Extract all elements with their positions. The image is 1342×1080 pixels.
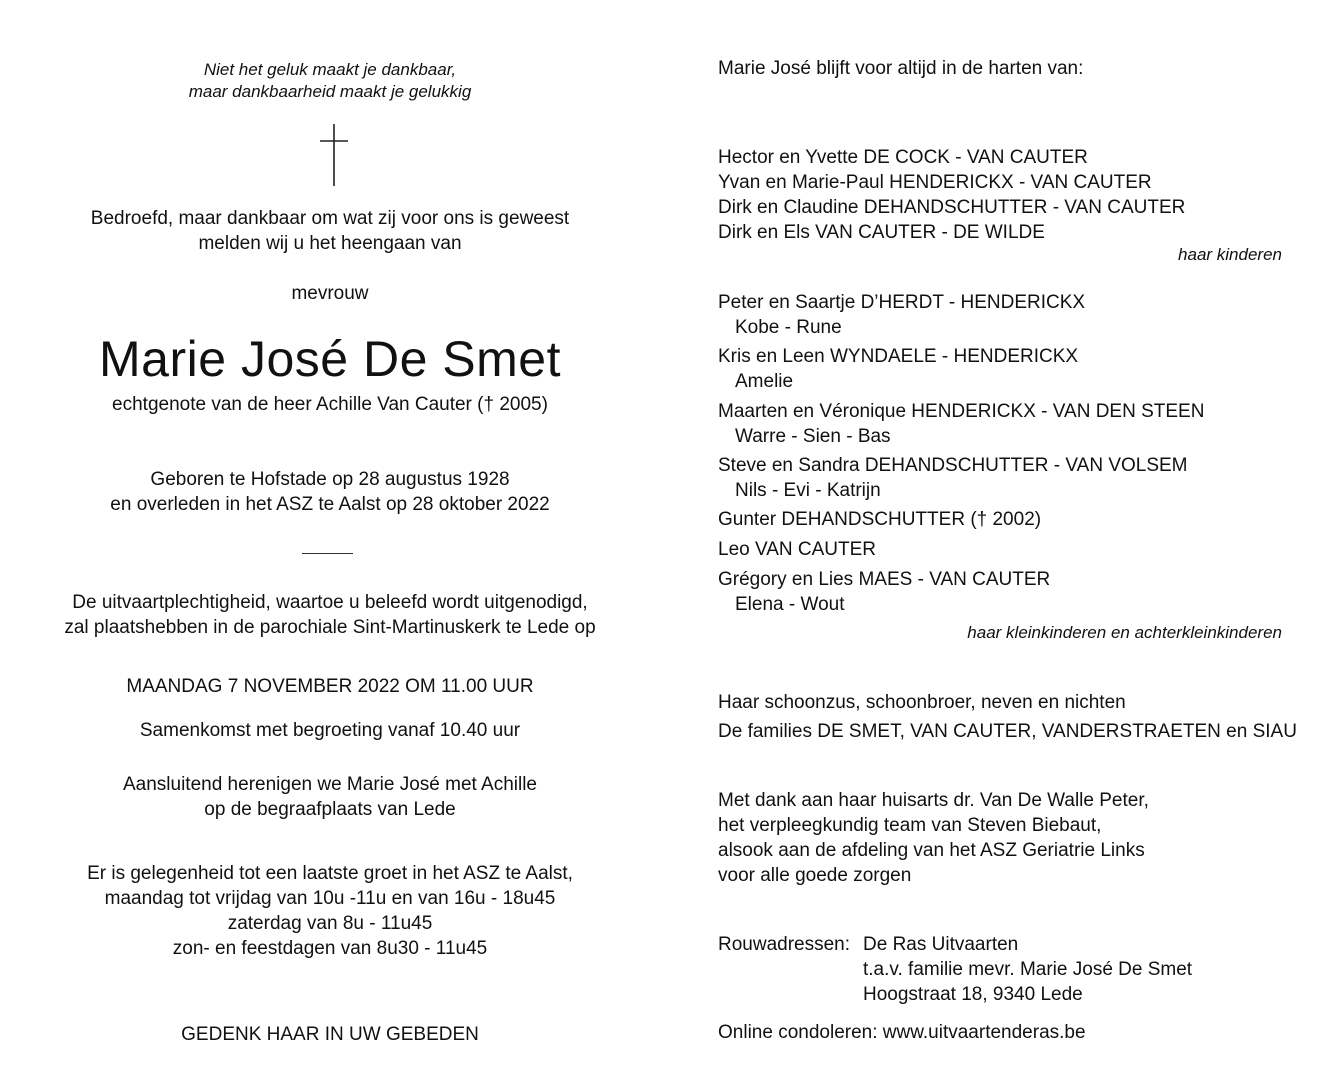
list-item: Elena - Wout — [735, 594, 845, 615]
intro: Marie José blijft voor altijd in de harten van: — [718, 58, 1084, 79]
list-item: Dirk en Els VAN CAUTER - DE WILDE — [718, 222, 1045, 243]
grandchildren-group — [718, 453, 1188, 503]
spouse-line: echtgenote van de heer Achille Van Cauter († 2005) — [112, 394, 548, 415]
closing-line: GEDENK HAAR IN UW GEBEDEN — [181, 1024, 479, 1045]
announcement: Bedroefd, maar dankbaar om wat zij voor ons is geweest melden wij u het heengaan van — [90, 208, 570, 254]
list-item: Kobe - Rune — [735, 317, 842, 338]
grandchildren-group — [718, 290, 1085, 340]
relatives: Haar schoonzus, schoonbroer, neven en nichten — [718, 692, 1126, 713]
ceremony: De uitvaartplechtigheid, waartoe u beleefd wordt uitgenodigd, zal plaatshebben in de parochiale Sint-Martinuskerk te Lede op — [64, 592, 596, 638]
list-item: Maarten en Véronique HENDERICKX - VAN DEN STEEN — [718, 401, 1205, 422]
online-condolence[interactable]: Online condoleren: www.uitvaartenderas.be — [718, 1022, 1086, 1043]
divider — [302, 553, 353, 554]
families: De families DE SMET, VAN CAUTER, VANDERSTRAETEN en SIAU — [718, 721, 1297, 742]
grandchildren-group — [718, 399, 1204, 449]
list-item: Amelie — [735, 371, 794, 392]
honorific: mevrouw — [291, 283, 369, 304]
left-column — [0, 0, 660, 1080]
children-list — [718, 145, 1185, 245]
visiting-hours: Er is gelegenheid tot een laatste groet in het ASZ te Aalst, maandag tot vrijdag van 10u -11u en van 16u - 18u45 zaterdag van 8u - 11u45 zon- en feestdagen van 8u30 - 11u45 — [87, 863, 573, 959]
grandchildren-group — [718, 344, 1078, 394]
list-item: Grégory en Lies MAES - VAN CAUTER — [718, 569, 1051, 590]
list-item: Yvan en Marie-Paul HENDERICKX - VAN CAUTER — [718, 172, 1152, 193]
list-item: Leo VAN CAUTER — [718, 539, 877, 560]
children-label: haar kinderen — [1178, 245, 1282, 264]
list-item: Warre - Sien - Bas — [735, 426, 891, 447]
list-item: Gunter DEHANDSCHUTTER († 2002) — [718, 509, 1042, 530]
list-item: Hector en Yvette DE COCK - VAN CAUTER — [718, 147, 1088, 168]
ceremony-date-time: MAANDAG 7 NOVEMBER 2022 OM 11.00 UUR — [126, 676, 534, 697]
mourning-address — [718, 932, 1318, 1012]
list-item: Steve en Sandra DEHANDSCHUTTER - VAN VOLSEM — [718, 455, 1188, 476]
right-column — [718, 0, 1318, 1080]
deceased-name: Marie José De Smet — [99, 331, 561, 387]
address-label: Rouwadressen: — [718, 934, 851, 955]
list-item: Kris en Leen WYNDAELE - HENDERICKX — [718, 346, 1079, 367]
list-item: Nils - Evi - Katrijn — [735, 480, 881, 501]
list-item: Dirk en Claudine DEHANDSCHUTTER - VAN CAUTER — [718, 197, 1186, 218]
quote: Niet het geluk maakt je dankbaar, maar dankbaarheid maakt je gelukkig — [188, 60, 472, 101]
grandchildren-label: haar kleinkinderen en achterkleinkinderen — [967, 623, 1282, 642]
gathering: Samenkomst met begroeting vanaf 10.40 uur — [139, 720, 521, 741]
list-item: Peter en Saartje D’HERDT - HENDERICKX — [718, 292, 1086, 313]
birth-death: Geboren te Hofstade op 28 augustus 1928 en overleden in het ASZ te Aalst op 28 oktober 2022 — [110, 469, 550, 515]
burial: Aansluitend herenigen we Marie José met Achille op de begraafplaats van Lede — [122, 774, 537, 820]
cross-icon — [319, 124, 349, 186]
grandchildren-group — [718, 567, 1050, 617]
thanks: Met dank aan haar huisarts dr. Van De Walle Peter, het verpleegkundig team van Steven Biebaut, alsook aan de afdeling van het ASZ Geriatrie Links voor alle goede zorgen — [718, 790, 1149, 886]
address-lines: De Ras Uitvaarten t.a.v. familie mevr. Marie José De Smet Hoogstraat 18, 9340 Lede — [863, 934, 1193, 1005]
